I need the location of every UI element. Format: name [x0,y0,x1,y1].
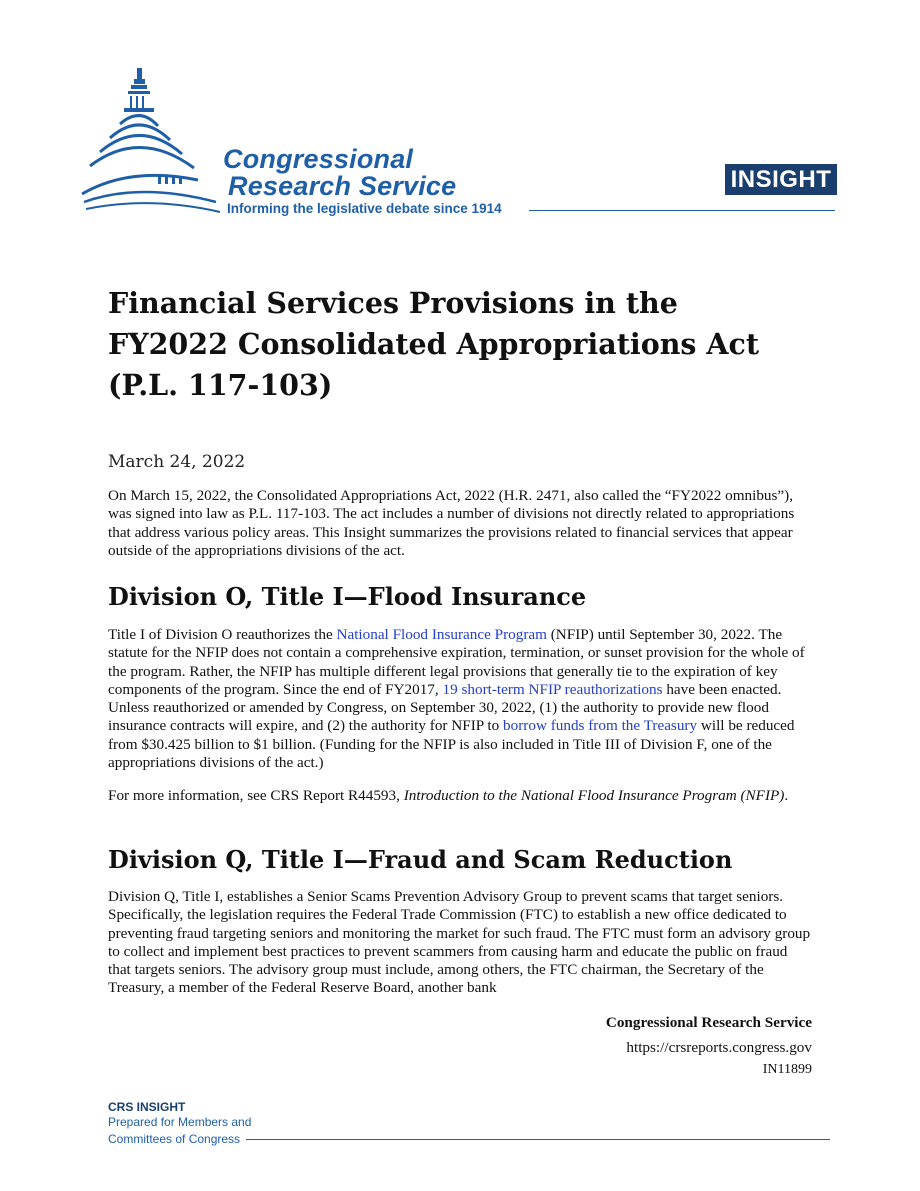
capitol-dome-icon [80,66,230,216]
report-title: Introduction to the National Flood Insurance Program (NFIP) [403,787,785,804]
prepared-for-line2: Committees of Congress [108,1132,241,1146]
crs-insight-label: CRS INSIGHT [108,1100,186,1114]
footer-org: Congressional Research Service [605,1014,812,1031]
flood-more-info-paragraph: For more information, see CRS Report R44593, Introduction to the National Flood Insurance Program (NFIP). [108,787,789,804]
insight-badge: INSIGHT [725,164,837,195]
org-name-line1: Congressional [223,144,414,174]
borrow-funds-link[interactable]: borrow funds from the Treasury [503,717,698,735]
crs-logo [80,66,840,226]
tagline: Informing the legislative debate since 1914 [227,201,502,216]
nfip-link[interactable]: National Flood Insurance Program [336,626,547,643]
prepared-for-line1: Prepared for Members and [108,1115,252,1129]
footer-rule [246,1139,830,1140]
section-heading-flood-insurance: Division O, Title I—Flood Insurance [108,582,587,611]
section-heading-fraud-scam: Division Q, Title I—Fraud and Scam Reduction [108,845,733,874]
reauthorizations-link[interactable]: 19 short-term NFIP reauthorizations [442,680,663,698]
org-name-line2: Research Service [228,171,457,201]
intro-paragraph: On March 15, 2022, the Consolidated Appropriations Act, 2022 (H.R. 2471, also called the “FY2022 omnibus”), was signed into law as P.L. 117-103. The act includes a number of divisions not directly related to appropriations that address various policy areas. This Insight summarizes the provisions related to financial services that appear outside of the appropriations divisions of the act. [108,487,795,559]
flood-insurance-paragraph: Title I of Division O reauthorizes the National Flood Insurance Program (NFIP) until September 30, 2022. The statute for the NFIP does not contain a comprehensive expiration, termination, or sunset provision for the whole of the program. Rather, the NFIP has multiple different legal provisions that generally tie to the expiration of key components of the program. Since the end of FY2017, 19 short-term NFIP reauthorizations have been enacted. Unless reauthorized or amended by Congress, on September 30, 2022, (1) the authority to provide new flood insurance contracts will expire, and (2) the authority for NFIP to borrow funds from the Treasury will be reduced from $30.425 billion to $1 billion. (Funding for the NFIP is also included in Title III of Division F, one of the appropriations divisions of the act.) [108,626,805,772]
publication-date: March 24, 2022 [108,452,246,472]
page-title: Financial Services Provisions in the FY2022 Consolidated Appropriations Act (P.L. 117-103) [108,286,760,402]
report-id: IN11899 [762,1062,812,1077]
fraud-scam-paragraph: Division Q, Title I, establishes a Senior Scams Prevention Advisory Group to prevent scams that target seniors. Specifically, the legislation requires the Federal Trade Commission (FTC) to establish a new office dedicated to preventing fraud targeting seniors and monitoring the market for such fraud. The FTC must form an advisory group to collect and implement best practices to prevent scammers from causing harm and educate the public on fraud that targets seniors. The advisory group must include, among others, the FTC chairman, the Secretary of the Treasury, a member of the Federal Reserve Board, another bank [108,888,811,997]
footer-url[interactable]: https://crsreports.congress.gov [626,1039,812,1056]
tagline-rule [529,210,835,211]
